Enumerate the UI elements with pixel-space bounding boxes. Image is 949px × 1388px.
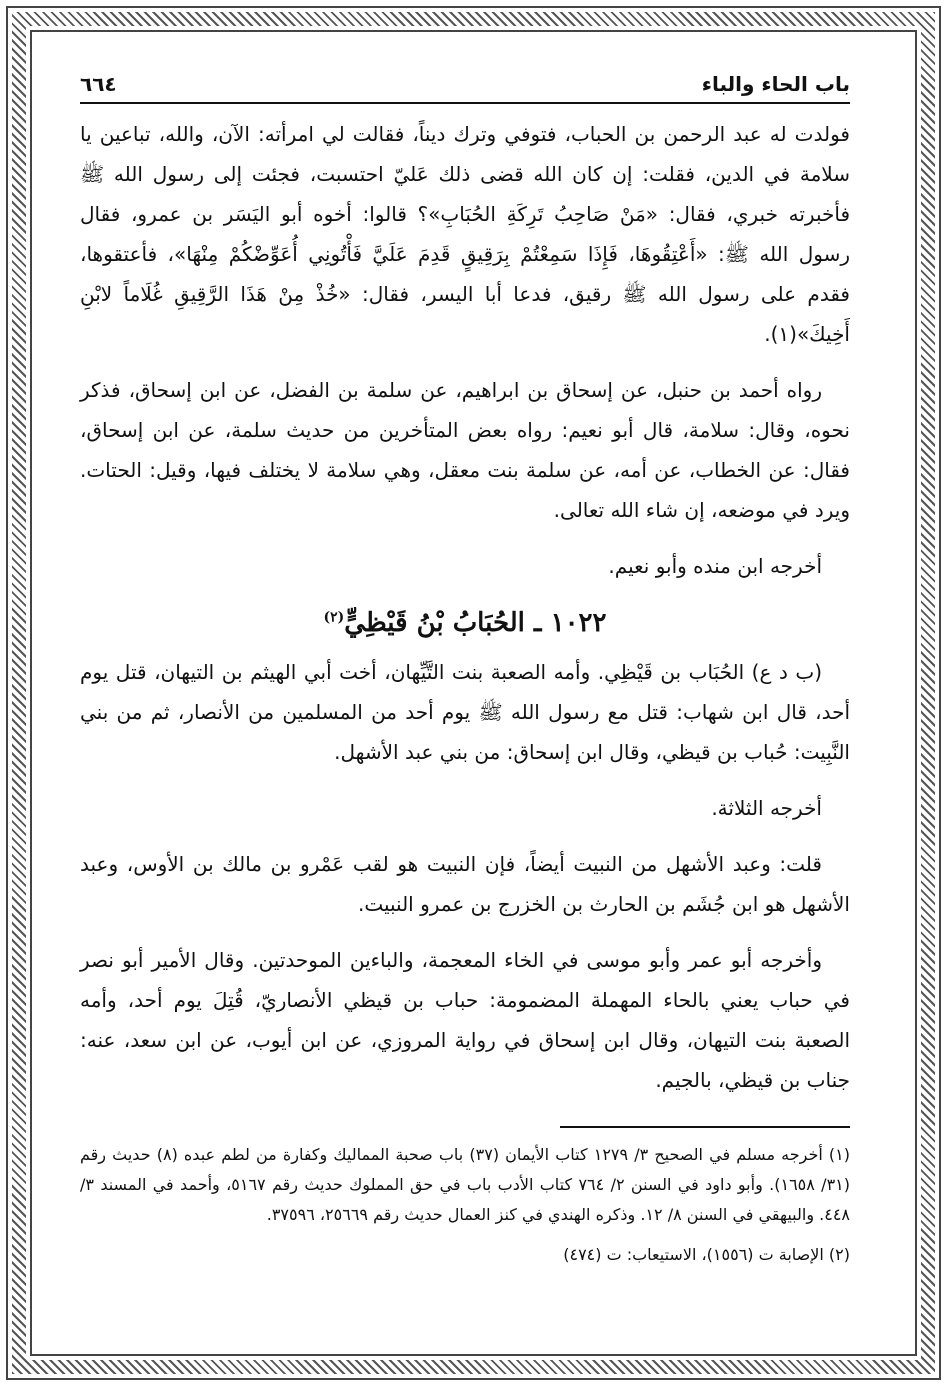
- section-heading: [80, 608, 850, 638]
- page-content: [80, 72, 850, 1280]
- footnote-separator: [560, 1126, 850, 1128]
- paragraph-5: أخرجه الثلاثة.: [711, 796, 822, 820]
- section-heading-text: ١٠٢٢ ـ الحُبَابُ بْنُ قَيْظِيٍّ: [344, 608, 607, 638]
- page-number: ٦٦٤: [80, 72, 117, 96]
- paragraph-3: أخرجه ابن منده وأبو نعيم.: [608, 554, 822, 578]
- paragraph-2: رواه أحمد بن حنبل، عن إسحاق بن ابراهيم، عن سلمة بن الفضل، عن ابن إسحاق، فذكر نحوه، وقال: سلامة، قال أبو نعيم: رواه بعض المتأخرين من حديث سلمة، عن ابن إسحاق، فقال: عن الخطاب، عن أمه، عن سلمة بنت معقل، وهي سلامة لا يختلف فيها، وقيل: الحتات. ويرد في موضعه، إن شاء الله تعالى.: [80, 378, 850, 522]
- section-footnote-ref: (٢): [323, 609, 345, 626]
- footnote-1: (١) أخرجه مسلم في الصحيح ٣/ ١٢٧٩ كتاب الأيمان (٣٧) باب صحبة المماليك وكفارة من لطم عبده (٨) حديث رقم (٣١/ ١٦٥٨). وأبو داود في السنن ٢/ ٧٦٤ كتاب الأدب باب في حق المملوك حديث رقم ٥١٦٧، وأحمد في المسند ٣/ ٤٤٨. والبيهقي في السنن ٨/ ١٢. وذكره الهندي في كنز العمال حديث رقم ٢٥٦٦٩، ٣٧٥٩٦.: [80, 1145, 851, 1224]
- paragraph-1: فولدت له عبد الرحمن بن الحباب، فتوفي وترك ديناً، فقالت لي امرأته: الآن، والله، تباعين يا سلامة في الدين، فقلت: إن كان الله قضى ذلك عَليّ احتسبت، فجئت إلى رسول الله ﷺ فأخبرته خبري، فقال: «مَنْ صَاحِبُ تَرِكَةِ الحُبَابِ»؟ قالوا: أخوه أبو اليَسَر بن عمرو، فقال رسول الله ﷺ: «أَعْتِقُوهَا، فَإِذَا سَمِعْتُمْ بِرَقِيقٍ قَدِمَ عَلَيَّ فَأْتُونِي أُعَوِّضْكُمْ مِنْهَا»، فأعتقوها، فقدم على رسول الله ﷺ رقيق، فدعا أبا اليسر، فقال: «خُذْ مِنْ هَذَا الرَّقِيقِ غُلَاماً لابْنِ أَخِيكَ»(١).: [80, 122, 850, 346]
- paragraph-7: وأخرجه أبو عمر وأبو موسى في الخاء المعجمة، والباءين الموحدتين. وقال الأمير أبو نصر في حباب يعني بالحاء المهملة المضمومة: حباب بن قيظي الأنصاريّ، قُتِلَ يوم أحد، وأمه الصعبة بنت التيهان، وقال ابن إسحاق في رواية المروزي، عن ابن أيوب، عن ابن سعد، عنه: جناب بن قيظي، بالجيم.: [80, 948, 850, 1092]
- chapter-title: باب الحاء والباء: [701, 72, 850, 96]
- paragraph-4: (ب د ع) الحُبَاب بن قَيْظِي. وأمه الصعبة بنت التَّيِّهان، أخت أبي الهيثم بن التيهان، قتل يوم أحد، قال ابن شهاب: قتل مع رسول الله ﷺ يوم أحد من المسلمين من الأنصار، ثم من بني النَّبِيت: حُباب بن قيظي، وقال ابن إسحاق: من بني عبد الأشهل.: [80, 660, 850, 764]
- footnote-2: (٢) الإصابة ت (١٥٥٦)، الاستيعاب: ت (٤٧٤): [563, 1245, 850, 1264]
- running-header: [80, 72, 850, 104]
- paragraph-6: قلت: وعبد الأشهل من النبيت أيضاً، فإن النبيت هو لقب عَمْرو بن مالك بن الأوس، وعبد الأشهل هو ابن جُشَم بن الحارث بن الخزرج بن عمرو النبيت.: [80, 852, 850, 916]
